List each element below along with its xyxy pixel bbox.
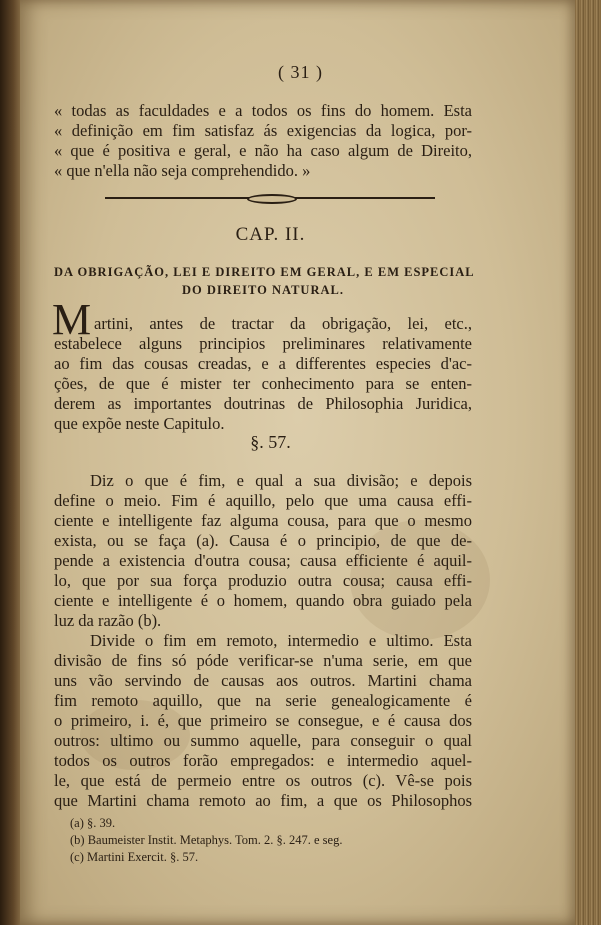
- paragraph-line: ciente e intelligente é o homem, quando obra guiado pela: [54, 591, 472, 610]
- paragraph-line: Diz o que é fim, e qual a sua divisão; e depois: [90, 471, 472, 490]
- paragraph-line: define o meio. Fim é aquillo, pelo que uma causa effi-: [54, 491, 472, 510]
- quote-line: « que é positiva e geral, e não ha caso algum de Direito,: [54, 141, 472, 160]
- quote-line: « todas as faculdades e a todos os fins do homem. Esta: [54, 101, 472, 120]
- intro-line: ções, de que é mister ter conhecimento para se enten-: [54, 374, 472, 393]
- paragraph-line: ciente e intelligente faz alguma cousa, para que o mesmo: [54, 511, 472, 530]
- paragraph-line: o primeiro, i. é, que primeiro se consegue, e é causa dos: [54, 711, 472, 730]
- chapter-subtitle-line: DA OBRIGAÇÃO, LEI E DIREITO EM GERAL, E EM ESPECIAL: [54, 265, 475, 279]
- paragraph-line: uns vão servindo de causas aos outros. Martini chama: [54, 671, 472, 690]
- footnote: (a) §. 39.: [70, 816, 116, 830]
- drop-cap: M: [52, 295, 92, 344]
- paragraph-line: luz da razão (b).: [54, 611, 162, 630]
- intro-line: estabelece alguns principios preliminares relativamente: [54, 334, 472, 353]
- paragraph-line: divisão de fins só póde verificar-se n'uma serie, em que: [54, 651, 472, 670]
- paragraph-line: pende a existencia d'outra cousa; causa efficiente é aquil-: [54, 551, 472, 570]
- intro-line: artini, antes de tractar da obrigação, lei, etc.,: [94, 314, 472, 333]
- footnote: (b) Baumeister Instit. Metaphys. Tom. 2. §. 247. e seg.: [70, 833, 343, 847]
- paragraph-line: outros: ultimo ou summo aquelle, para conseguir o qual: [54, 731, 472, 750]
- intro-line: ao fim das cousas creadas, e a differentes especies d'ac-: [54, 354, 472, 373]
- ornamental-divider: [105, 197, 435, 199]
- paragraph-line: Divide o fim em remoto, intermedio e ultimo. Esta: [90, 631, 472, 650]
- quote-line: « definição em fim satisfaz ás exigencias da logica, por-: [54, 121, 472, 140]
- paragraph-line: que Martini chama remoto ao fim, a que os Philosophos: [54, 791, 472, 810]
- paragraph-line: todos os outros forão empregados: e intermedio aquel-: [54, 751, 472, 770]
- page-edges: [575, 0, 601, 925]
- intro-line: derem as importantes doutrinas de Philosophia Juridica,: [54, 394, 472, 413]
- book-spine: [0, 0, 22, 925]
- page-number: ( 31 ): [278, 62, 323, 82]
- intro-line: que expõe neste Capitulo.: [54, 414, 225, 433]
- paragraph-line: lo, que por sua força produzio outra cousa; causa effi-: [54, 571, 472, 590]
- paragraph-line: exista, ou se faça (a). Causa é o principio, de que de-: [54, 531, 472, 550]
- chapter-subtitle-line: DO DIREITO NATURAL.: [182, 283, 344, 297]
- chapter-title: CAP. II.: [235, 224, 306, 245]
- quote-line: « que n'ella não seja comprehendido. »: [54, 161, 311, 180]
- section-mark: §. 57.: [250, 432, 291, 452]
- paragraph-line: fim remoto aquillo, que na serie genealogicamente é: [54, 691, 472, 710]
- footnote: (c) Martini Exercit. §. 57.: [70, 850, 199, 864]
- paragraph-line: le, que está de permeio entre os outros (c). Vê-se pois: [54, 771, 472, 790]
